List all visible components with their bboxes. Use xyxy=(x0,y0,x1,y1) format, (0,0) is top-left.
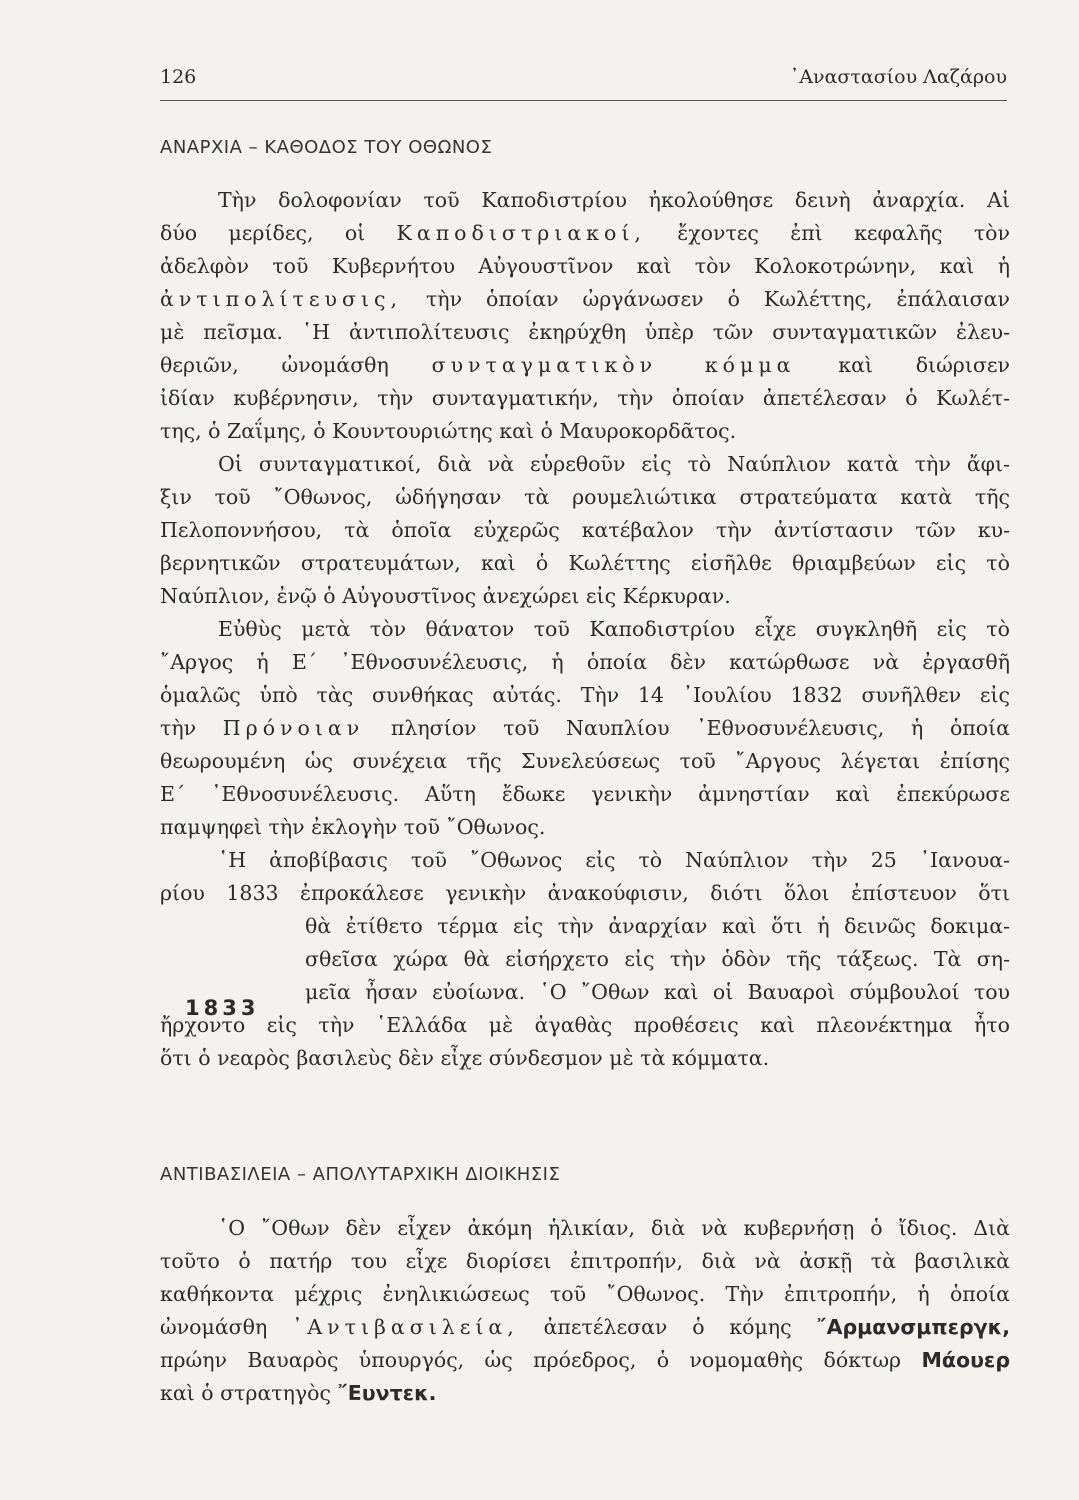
section-heading-regency: ΑΝΤΙΒΑΣΙΛΕΙΑ – ΑΠΟΛΥΤΑΡΧΙΚΗ ΔΙΟΙΚΗΣΙΣ xyxy=(160,1164,561,1185)
text-line: δύο μερίδες, οἱ Καποδιστριακοί, ἔχοντες ἐπὶ κεφαλῆς τὸν xyxy=(160,221,1010,245)
section-heading-anarchy: ΑΝΑΡΧΙΑ – ΚΑΘΟΔΟΣ ΤΟΥ ΟΘΩΝΟΣ xyxy=(160,137,493,158)
section-anarchy-body xyxy=(160,184,1010,1075)
text-line: της, ὁ Ζαΐμης, ὁ Κουντουριώτης καὶ ὁ Μαυροκορδᾶτος. xyxy=(160,419,737,443)
text-line: θεωρουμένη ὡς συνέχεια τῆς Συνελεύσεως τοῦ ῎Αργους λέγεται ἐπίσης xyxy=(160,749,1010,773)
text-line: Πελοποννήσου, τὰ ὁποῖα εὐχερῶς κατέβαλον τὴν ἀντίστασιν τῶν κυ- xyxy=(160,518,1010,542)
text-line: σθεῖσα χώρα θὰ εἰσήρχετο εἰς τὴν ὁδὸν τῆς τάξεως. Τὰ ση- xyxy=(305,947,1010,971)
text-line: καθήκοντα μέχρις ἐνηλικιώσεως τοῦ ῎Οθωνος. Τὴν ἐπιτροπήν, ἡ ὁποία xyxy=(160,1282,1010,1306)
text-line: ὁμαλῶς ὑπὸ τὰς συνθήκας αὐτάς. Τὴν 14 ᾿Ιουλίου 1832 συνῆλθεν εἰς xyxy=(160,683,1010,707)
text-line: καὶ ὁ στρατηγὸς ῎Ευντεκ. xyxy=(160,1381,437,1405)
margin-year-note: 1833 xyxy=(185,996,260,1020)
running-head: ᾿Αναστασίου Λαζάρου xyxy=(789,66,1007,88)
text-line: Οἱ συνταγματικοί, διὰ νὰ εὑρεθοῦν εἰς τὸ Ναύπλιον κατὰ τὴν ἄφι- xyxy=(218,452,1010,476)
text-line: πρώην Βαυαρὸς ὑπουργός, ὡς πρόεδρος, ὁ νομομαθὴς δόκτωρ Μάουερ xyxy=(160,1348,1010,1372)
text-line: Ναύπλιον, ἐνῷ ὁ Αὐγουστῖνος ἀνεχώρει εἰς Κέρκυραν. xyxy=(160,584,731,608)
text-line: ὅτι ὁ νεαρὸς βασιλεὺς δὲν εἶχε σύνδεσμον μὲ τὰ κόμματα. xyxy=(160,1046,770,1070)
page-header xyxy=(160,66,1007,101)
text-line: τοῦτο ὁ πατήρ του εἶχε διορίσει ἐπιτροπήν, διὰ νὰ ἀσκῇ τὰ βασιλικὰ xyxy=(160,1249,1010,1273)
text-line: ρίου 1833 ἐπροκάλεσε γενικὴν ἀνακούφισιν, διότι ὅλοι ἐπίστευον ὅτι xyxy=(160,881,1010,905)
text-line: ξιν τοῦ ῎Οθωνος, ὡδήγησαν τὰ ρουμελιώτικα στρατεύματα κατὰ τῆς xyxy=(160,485,1010,509)
text-line: ῾Ο ῎Οθων δὲν εἶχεν ἀκόμη ἡλικίαν, διὰ νὰ κυβερνήσῃ ὁ ἴδιος. Διὰ xyxy=(218,1216,1010,1240)
page-number: 126 xyxy=(160,66,197,88)
text-line: Ε΄ ᾿Εθνοσυνέλευσις. Αὕτη ἔδωκε γενικὴν ἀμνηστίαν καὶ ἐπεκύρωσε xyxy=(160,782,1010,806)
text-line: μεῖα ἦσαν εὐοίωνα. ῾Ο ῎Οθων καὶ οἱ Βαυαροὶ σύμβουλοί του xyxy=(305,980,1010,1004)
text-line: παμψηφεὶ τὴν ἐκλογὴν τοῦ ῎Οθωνος. xyxy=(160,815,546,839)
text-line: ἀντιπολίτευσις, τὴν ὁποίαν ὠργάνωσεν ὁ Κωλέττης, ἐπάλαισαν xyxy=(160,287,1010,311)
text-line: θὰ ἐτίθετο τέρμα εἰς τὴν ἀναρχίαν καὶ ὅτι ἡ δεινῶς δοκιμα- xyxy=(305,914,1010,938)
text-line: ῾Η ἀποβίβασις τοῦ ῎Οθωνος εἰς τὸ Ναύπλιον τὴν 25 ᾿Ιανουα- xyxy=(218,848,1010,872)
text-line: ἤρχοντο εἰς τὴν ῾Ελλάδα μὲ ἀγαθὰς προθέσεις καὶ πλεονέκτημα ἦτο xyxy=(160,1013,1010,1037)
text-line: Τὴν δολοφονίαν τοῦ Καποδιστρίου ἠκολούθησε δεινὴ ἀναρχία. Αἱ xyxy=(218,188,1010,212)
text-line: βερνητικῶν στρατευμάτων, καὶ ὁ Κωλέττης εἰσῆλθε θριαμβεύων εἰς τὸ xyxy=(160,551,1010,575)
text-line: θεριῶν, ὠνομάσθη συνταγματικὸν κόμμα καὶ διώρισεν xyxy=(160,353,1010,377)
text-line: ἀδελφὸν τοῦ Κυβερνήτου Αὐγουστῖνον καὶ τὸν Κολοκοτρώνην, καὶ ἡ xyxy=(160,254,1010,278)
text-line: ὠνομάσθη ᾿Αντιβασιλεία, ἀπετέλεσαν ὁ κόμης ῎Αρμανσμπεργκ, xyxy=(160,1315,1010,1339)
text-line: ἰδίαν κυβέρνησιν, τὴν συνταγματικήν, τὴν ὁποίαν ἀπετέλεσαν ὁ Κωλέτ- xyxy=(160,386,1010,410)
text-line: Εὐθὺς μετὰ τὸν θάνατον τοῦ Καποδιστρίου εἶχε συγκληθῆ εἰς τὸ xyxy=(218,617,1010,641)
text-line: μὲ πεῖσμα. ῾Η ἀντιπολίτευσις ἐκηρύχθη ὑπὲρ τῶν συνταγματικῶν ἐλευ- xyxy=(160,320,1010,344)
text-line: ῎Αργος ἡ Ε΄ ᾿Εθνοσυνέλευσις, ἡ ὁποία δὲν κατώρθωσε νὰ ἐργασθῆ xyxy=(160,650,1010,674)
text-line: τὴν Πρόνοιαν πλησίον τοῦ Ναυπλίου ᾿Εθνοσυνέλευσις, ἡ ὁποία xyxy=(160,716,1010,740)
section-regency-body xyxy=(160,1212,1010,1410)
